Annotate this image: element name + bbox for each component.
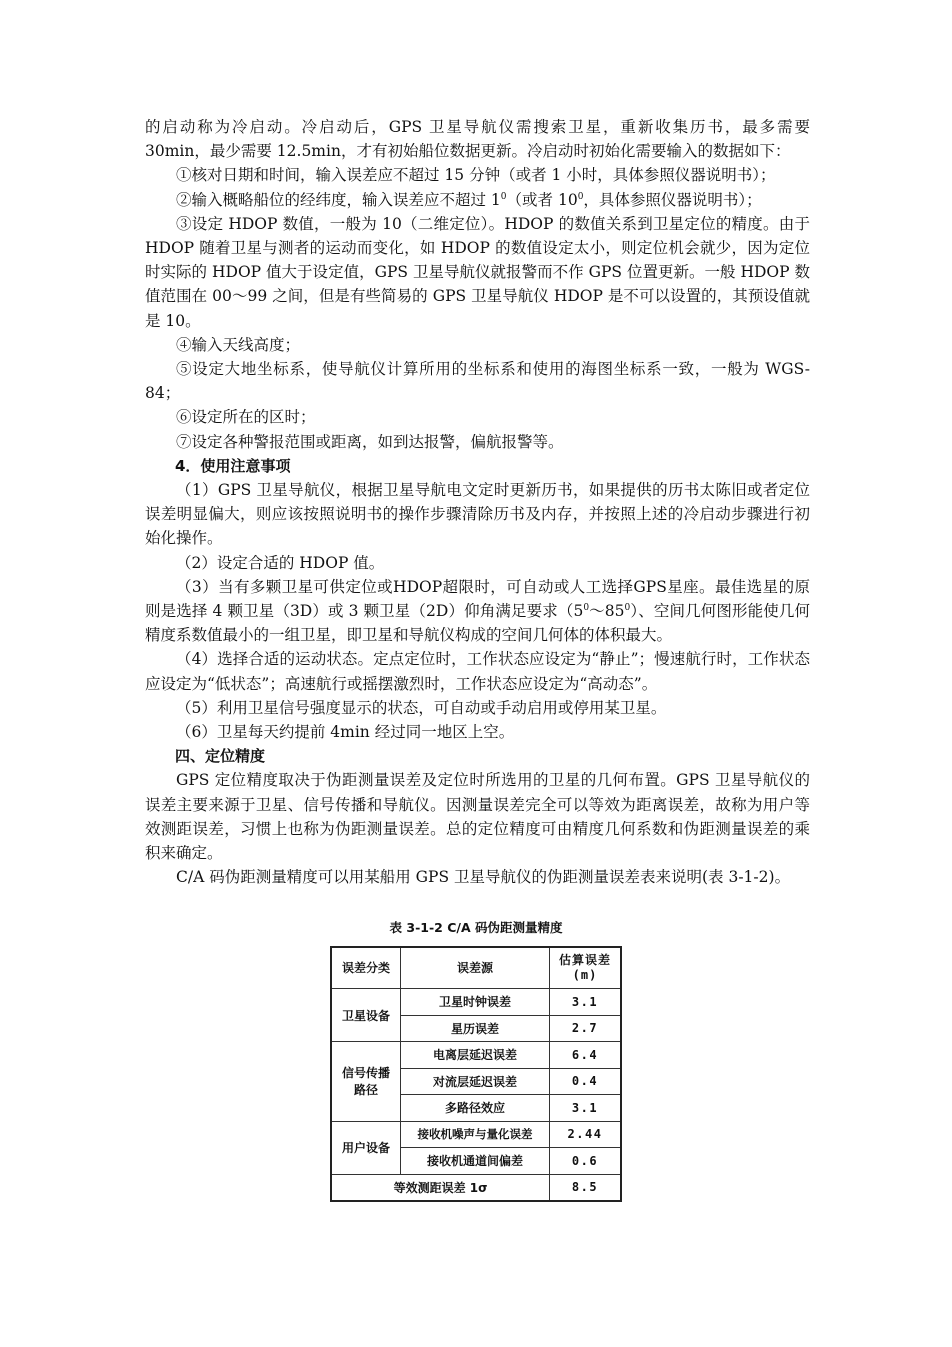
section-heading: 4．使用注意事项 — [175, 456, 291, 475]
category-cell: 用户设备 — [331, 1121, 401, 1174]
list-item: ⑤设定大地坐标系，使导航仪计算所用的坐标系和使用的海图坐标系一致，一般为 WGS-84； — [145, 360, 810, 403]
header-source: 误差源 — [401, 947, 550, 989]
value-cell: 6.4 — [550, 1042, 622, 1069]
value-cell: 2.44 — [550, 1121, 622, 1148]
value-cell: 2.7 — [550, 1015, 622, 1042]
source-cell: 接收机噪声与量化误差 — [401, 1121, 550, 1148]
list-item: ①核对日期和时间，输入误差应不超过 15 分钟（或者 1 小时，具体参照仪器说明书）； — [176, 166, 776, 185]
header-value: 估算误差 (m) — [550, 947, 622, 989]
value-cell: 3.1 — [550, 1095, 622, 1122]
paragraph: （6）卫星每天约提前 4min 经过同一地区上空。 — [176, 723, 515, 742]
table-caption: 表 3-1-2 C/A 码伪距测量精度 — [389, 920, 563, 935]
paragraph: （4）选择合适的运动状态。定点定位时，工作状态应设定为“静止”；慢速航行时，工作状态应设定为“低状态”；高速航行或摇摆激烈时，工作状态应设定为“高动态”。 — [145, 650, 810, 693]
list-item: ④输入天线高度； — [176, 335, 301, 354]
paragraph: GPS 定位精度取决于伪距测量误差及定位时所选用的卫星的几何布置。GPS 卫星导航仪的误差主要来源于卫星、信号传播和导航仪。因测量误差完全可以等效为距离误差，故称为用户等效测距误差，习惯上也称为伪距测量误差。总的定位精度可由精度几何系数和伪距测量误差的乘积来确定。 — [145, 771, 810, 863]
table-row — [331, 1042, 621, 1069]
category-cell: 信号传播 路径 — [331, 1042, 401, 1122]
source-cell: 星历误差 — [401, 1015, 550, 1042]
table-row — [331, 1121, 621, 1148]
list-item: ⑦设定各种警报范围或距离，如到达报警，偏航报警等。 — [176, 432, 564, 451]
paragraph: （3）当有多颗卫星可供定位或HDOP超限时，可自动或人工选择GPS星座。最佳选星的原则是选择 4 颗卫星（3D）或 3 颗卫星（2D）仰角满足要求$(5^0\sim 85^0)$、空间几何图形能使几何精度系数值最小的一组卫星，即卫星和导航仪构成的空间几何体的体积最大。 — [145, 577, 810, 645]
paragraph: C/A 码伪距测量精度可以用某船用 GPS 卫星导航仪的伪距测量误差表来说明(表 3-1-2)。 — [176, 868, 791, 887]
error-table — [330, 946, 622, 1202]
paragraph: （1）GPS 卫星导航仪，根据卫星导航电文定时更新历书，如果提供的历书太陈旧或者定位误差明显偏大，则应该按照说明书的操作步骤清除历书及内存，并按照上述的冷启动步骤进行初始化操作。 — [145, 481, 810, 548]
header-category: 误差分类 — [331, 947, 401, 989]
source-cell: 接收机通道间偏差 — [401, 1148, 550, 1175]
paragraph: 的启动称为冷启动。冷启动后，GPS 卫星导航仪需搜索卫星，重新收集历书，最多需要 30min，最少需要 12.5min，才有初始船位数据更新。冷启动时初始化需要输入的数据如下： — [145, 118, 810, 161]
table-header-row — [331, 947, 621, 989]
paragraph: （5）利用卫星信号强度显示的状态，可自动或手动启用或停用某卫星。 — [176, 698, 667, 717]
list-item: ⑥设定所在的区时； — [176, 408, 316, 427]
category-cell: 卫星设备 — [331, 989, 401, 1042]
list-item: ②输入概略船位的经纬度，输入误差应不超过 $1^0$（或者 $10^0$，具体参照仪器说明书）； — [176, 190, 762, 209]
value-cell: 0.4 — [550, 1068, 622, 1095]
source-cell: 电离层延迟误差 — [401, 1042, 550, 1069]
source-cell: 多路径效应 — [401, 1095, 550, 1122]
body-text — [145, 115, 810, 890]
total-label: 等效测距误差 1σ — [331, 1174, 550, 1201]
total-value: 8.5 — [550, 1174, 622, 1201]
value-cell: 0.6 — [550, 1148, 622, 1175]
paragraph: （2）设定合适的 HDOP 值。 — [176, 553, 385, 572]
source-cell: 对流层延迟误差 — [401, 1068, 550, 1095]
list-item: ③设定 HDOP 数值，一般为 10（二维定位）。HDOP 的数值关系到卫星定位的精度。由于 HDOP 随着卫星与测者的运动而变化，如 HDOP 的数值设定太小，则定位机会就少，因为定位时实际的 HDOP 值大于设定值，GPS 卫星导航仪就报警而不作 GPS 位置更新。一般 HDOP 数值范围在 00～99 之间，但是有些简易的 GPS 卫星导航仪 HDOP 是不可以设置的，其预设值就是 10。 — [145, 214, 810, 330]
source-cell: 卫星时钟误差 — [401, 989, 550, 1016]
value-cell: 3.1 — [550, 989, 622, 1016]
table-total-row — [331, 1174, 621, 1201]
table-row — [331, 989, 621, 1016]
section-heading: 四、定位精度 — [175, 747, 266, 766]
